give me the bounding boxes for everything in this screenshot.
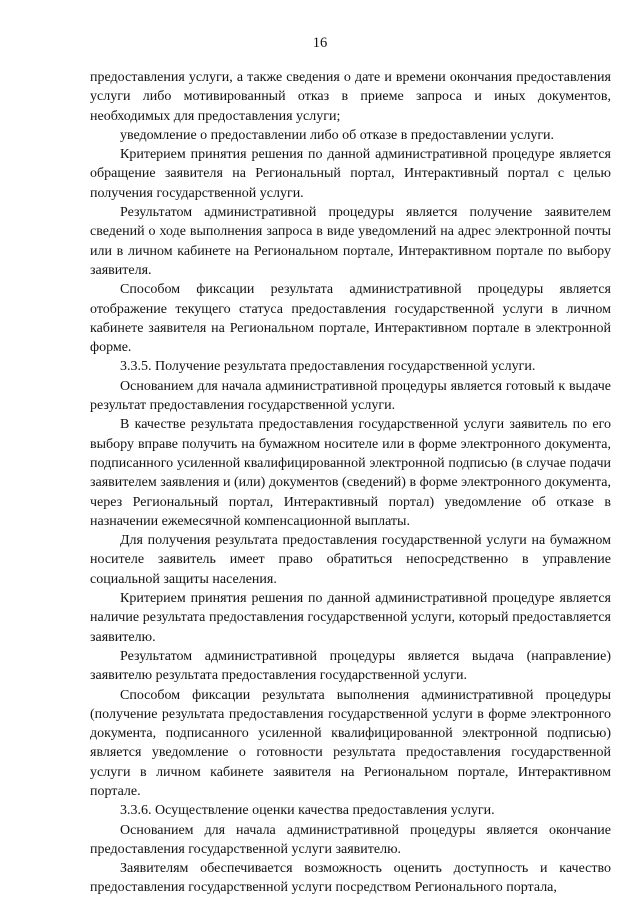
paragraph: Для получения результата предоставления государственной услуги на бумажном носителе заявитель имеет право обратиться непосредственно в управление социальной защиты населения. xyxy=(90,533,611,587)
paragraph: Основанием для начала административной процедуры является окончание предоставления государственной услуги заявителю. xyxy=(90,822,611,857)
paragraph: Результатом административной процедуры является выдача (направление) заявителю результата предоставления государственной услуги. xyxy=(90,648,611,684)
paragraph: Способом фиксации результата выполнения административной процедуры (получение результата предоставления государственной услуги в форме электронного документа, подписанного усиленной квалифицированной электронной подписью) является уведомление о готовности результата предоставления государственной услуги в личном кабинете заявителя на Региональном портале, Интерактивном портале. xyxy=(90,687,611,799)
paragraph: Способом фиксации результата административной процедуры является отображение текущего статуса предоставления государственной услуги в личном кабинете заявителя на Региональном портале, Интерактивном портале в электронной форме. xyxy=(90,282,611,356)
paragraph: Заявителям обеспечивается возможность оценить доступность и качество предоставления государственной услуги посредством Регионального портала, xyxy=(90,861,611,896)
paragraph: уведомление о предоставлении либо об отказе в предоставлении услуги. xyxy=(120,127,555,143)
document-body xyxy=(90,68,611,898)
paragraph: 3.3.6. Осуществление оценки качества предоставления услуги. xyxy=(120,803,495,819)
paragraph: 3.3.5. Получение результата предоставления государственной услуги. xyxy=(120,359,536,375)
paragraph: Критерием принятия решения по данной административной процедуре является обращение заявителя на Региональный портал, Интерактивный портал с целью получения государственной услуги. xyxy=(90,147,611,201)
paragraph: предоставления услуги, а также сведения о дате и времени окончания предоставления услуги либо мотивированный отказ в приеме запроса и иных документов, необходимых для предоставления услуги; xyxy=(90,70,611,124)
page-number: 16 xyxy=(312,35,328,51)
paragraph: Основанием для начала административной процедуры является готовый к выдаче результат предоставления государственной услуги. xyxy=(90,378,611,414)
paragraph: Критерием принятия решения по данной административной процедуре является наличие результата предоставления государственной услуги, который предоставляется заявителю. xyxy=(90,591,611,645)
paragraph: Результатом административной процедуры является получение заявителем сведений о ходе выполнения запроса в виде уведомлений на адрес электронной почты или в личном кабинете на Региональном портале, Интерактивном портале по выбору заявителя. xyxy=(90,205,611,278)
paragraph: В качестве результата предоставления государственной услуги заявитель по его выбору вправе получить на бумажном носителе или в форме электронного документа, подписанного усиленной квалифицированной электронной подписью (в случае подачи заявителем заявления и (или) документов (сведений) в форме электронного документа, через Региональный портал, Интерактивный портал) уведомление об отказе в назначении ежемесячной компенсационной выплаты. xyxy=(90,417,611,529)
